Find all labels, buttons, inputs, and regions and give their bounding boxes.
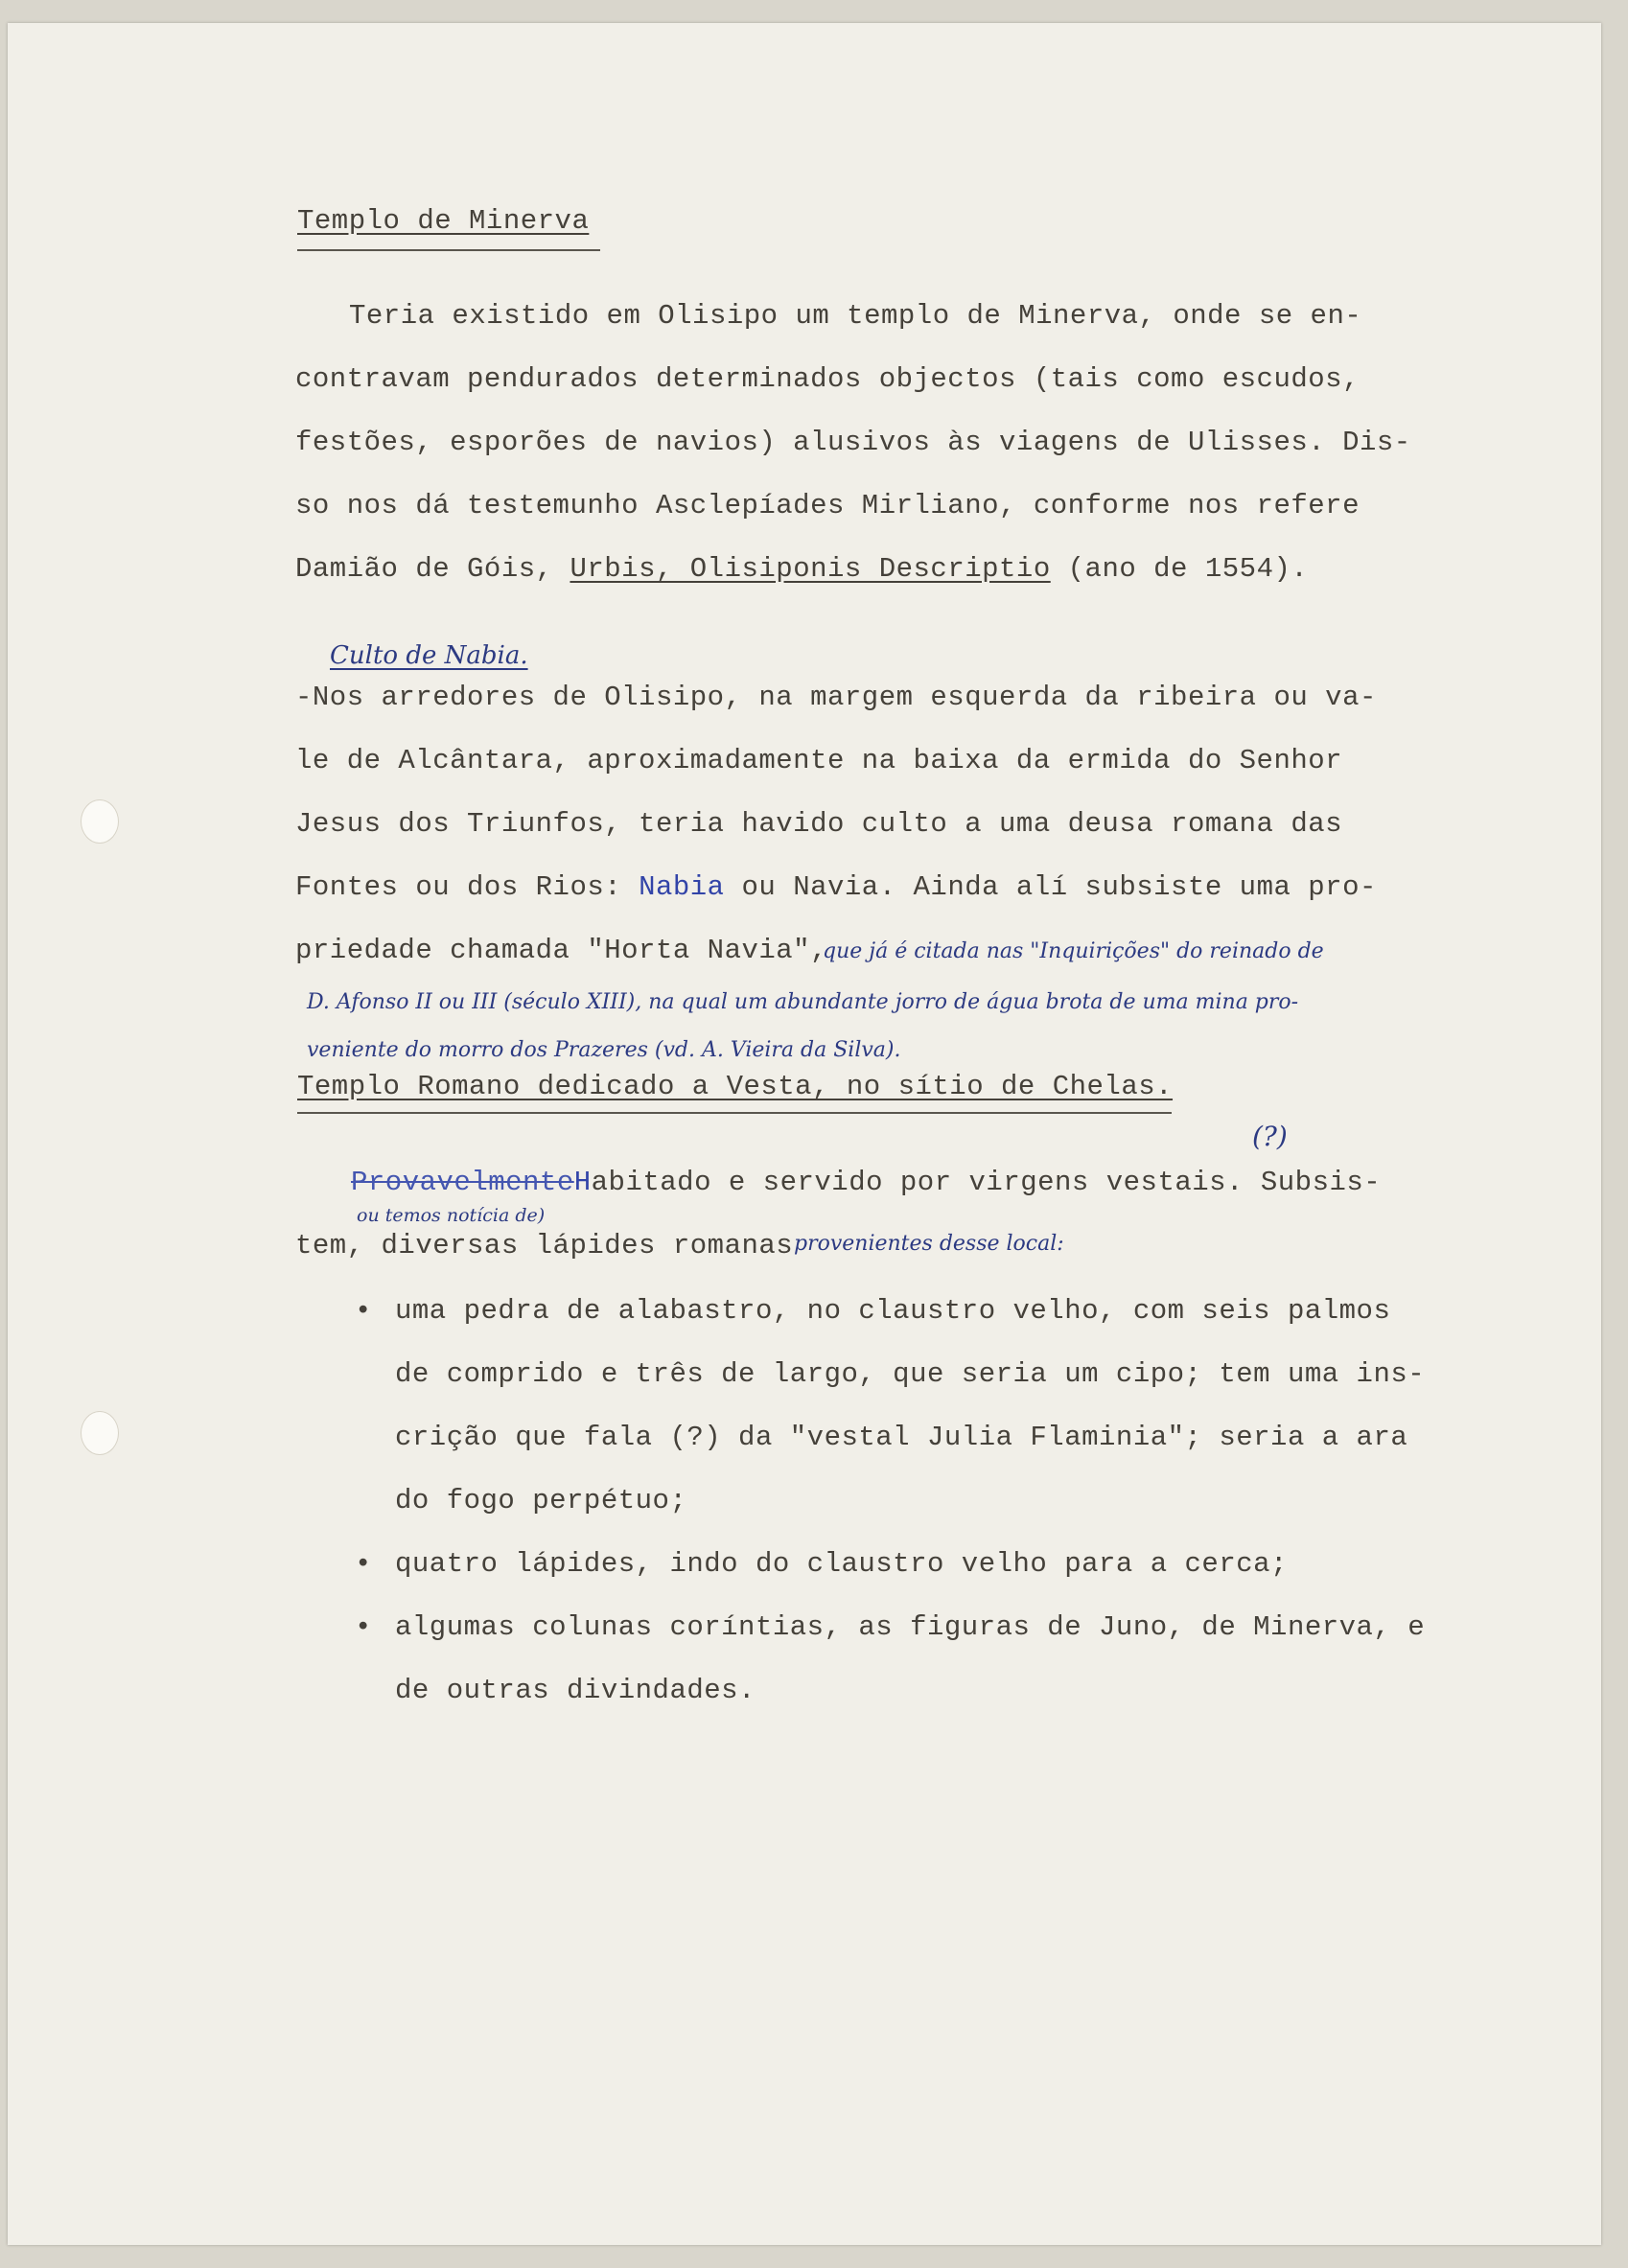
handwritten-line-2: D. Afonso II ou III (século XIII), na qual um abundante jorro de água brota de uma mina pro-: [307, 990, 1299, 1014]
bullet-1-line-4: do fogo perpétuo;: [395, 1485, 687, 1516]
nabia-line-3: Jesus dos Triunfos, teria havido culto a uma deusa romana das: [295, 808, 1343, 840]
vesta-title-rule: [297, 1112, 1172, 1114]
minerva-line-2: contravam pendurados determinados objectos (tais como escudos,: [295, 363, 1360, 395]
vesta-line-2: tem, diversas lápides romanas: [295, 1230, 794, 1261]
handwritten-question-mark: (?): [1252, 1121, 1288, 1152]
section-title-minerva: Templo de Minerva: [297, 205, 590, 237]
struck-word-provavelmente: Provavelmente: [351, 1167, 574, 1198]
minerva-line-3: festões, esporões de navios) alusivos às viagens de Ulisses. Dis-: [295, 427, 1411, 458]
minerva-line-4: so nos dá testemunho Asclepíades Mirliano, conforme nos refere: [295, 490, 1360, 521]
minerva-line-5: [295, 552, 1308, 587]
deity-name-nabia: Nabia: [639, 871, 725, 903]
punch-hole-lower: [81, 1411, 119, 1455]
handwritten-insert-noticia: ou temos notícia de): [357, 1205, 546, 1226]
bullet-3-line-2: de outras divindades.: [395, 1675, 756, 1706]
bullet-marker: •: [355, 1548, 372, 1580]
bullet-1-line-3: crição que fala (?) da "vestal Julia Flaminia"; seria a ara: [395, 1422, 1408, 1453]
citation-year: (ano de 1554).: [1067, 553, 1309, 585]
citation-title: Urbis, Olisiponis Descriptio: [570, 553, 1051, 585]
vesta-line-1: [351, 1166, 1381, 1200]
handwritten-heading-nabia: Culto de Nabia.: [330, 641, 528, 670]
inserted-h: H: [573, 1167, 592, 1198]
punch-hole-upper: [81, 799, 119, 844]
bullet-3-line-1: algumas colunas coríntias, as figuras de Juno, de Minerva, e: [395, 1611, 1426, 1643]
vesta-line-1-text: abitado e servido por virgens vestais. Subsis-: [591, 1167, 1382, 1198]
bullet-1-line-2: de comprido e três de largo, que seria um cipo; tem uma ins-: [395, 1358, 1426, 1390]
citation-author: Damião de Góis,: [295, 553, 553, 585]
minerva-line-1: Teria existido em Olisipo um templo de Minerva, onde se en-: [349, 300, 1362, 332]
nabia-line-2: le de Alcântara, aproximadamente na baixa da ermida do Senhor: [295, 745, 1343, 776]
nabia-line-4-post: ou Navia. Ainda alí subsiste uma pro-: [741, 871, 1377, 903]
bullet-marker: •: [355, 1295, 372, 1327]
handwritten-insert-provenientes: provenientes desse local:: [794, 1232, 1064, 1256]
nabia-line-5: priedade chamada "Horta Navia",: [295, 935, 827, 966]
nabia-line-1: -Nos arredores de Olisipo, na margem esquerda da ribeira ou va-: [295, 682, 1377, 713]
nabia-line-4: [295, 870, 1377, 905]
nabia-line-4-pre: Fontes ou dos Rios:: [295, 871, 622, 903]
bullet-2-line-1: quatro lápides, indo do claustro velho para a cerca;: [395, 1548, 1288, 1580]
title-double-rule: [297, 249, 600, 251]
section-title-vesta: Templo Romano dedicado a Vesta, no sítio de Chelas.: [297, 1071, 1174, 1102]
handwritten-line-3: veniente do morro dos Prazeres (vd. A. Vieira da Silva).: [307, 1038, 901, 1062]
typewritten-page: [8, 23, 1601, 2245]
handwritten-insert-inquiricoes: que já é citada nas "Inquirições" do reinado de: [823, 939, 1324, 963]
bullet-1-line-1: uma pedra de alabastro, no claustro velho, com seis palmos: [395, 1295, 1391, 1327]
bullet-marker: •: [355, 1611, 372, 1643]
